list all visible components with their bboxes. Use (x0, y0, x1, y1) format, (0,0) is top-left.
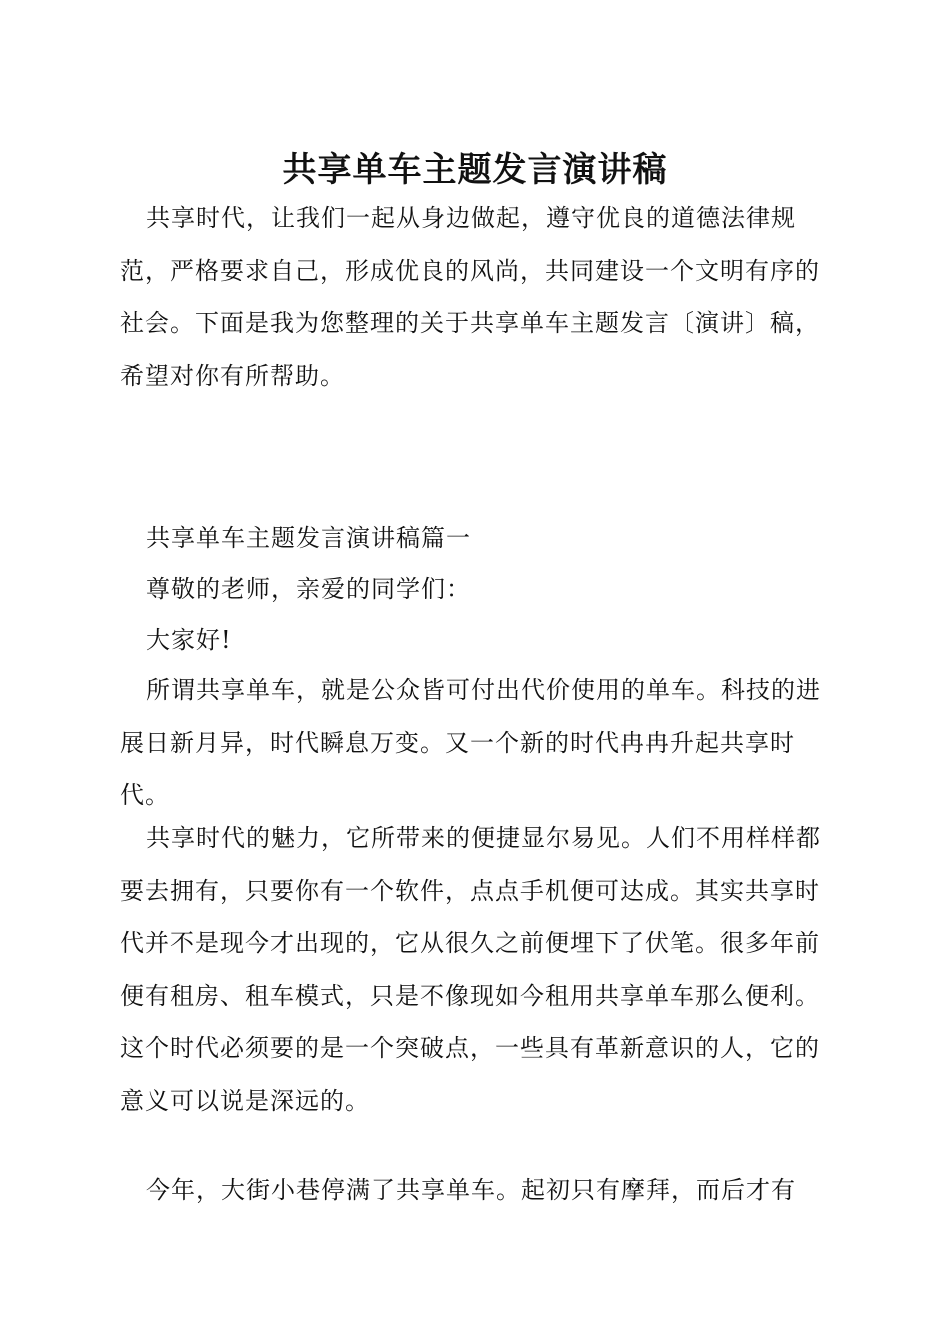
body-paragraph-2: 共享时代的魅力，它所带来的便捷显尔易见。人们不用样样都要去拥有，只要你有一个软件，点点手机便可达成。其实共享时代并不是现今才出现的，它从很久之前便埋下了伏笔。很多年前便有租房、租车模式，只是不像现如今租用共享单车那么便利。这个时代必须要的是一个突破点，一些具有革新意识的人，它的意义可以说是深远的。 (120, 824, 821, 1115)
document-title: 共享单车主题发言演讲稿 (282, 150, 668, 190)
body-paragraph-3: 今年，大街小巷停满了共享单车。起初只有摩拜，而后才有 (146, 1176, 796, 1204)
body-paragraph-1: 所谓共享单车，就是公众皆可付出代价使用的单车。科技的进展日新月异，时代瞬息万变。又一个新的时代冉冉升起共享时代。 (120, 676, 821, 809)
greeting: 大家好! (146, 626, 232, 654)
intro-paragraph: 共享时代，让我们一起从身边做起，遵守优良的道德法律规范，严格要求自己，形成优良的风尚，共同建设一个文明有序的社会。下面是我为您整理的关于共享单车主题发言〔演讲〕稿，希望对你有所帮助。 (120, 204, 820, 390)
section-heading: 共享单车主题发言演讲稿篇一 (146, 524, 471, 552)
salutation: 尊敬的老师，亲爱的同学们： (146, 575, 471, 603)
